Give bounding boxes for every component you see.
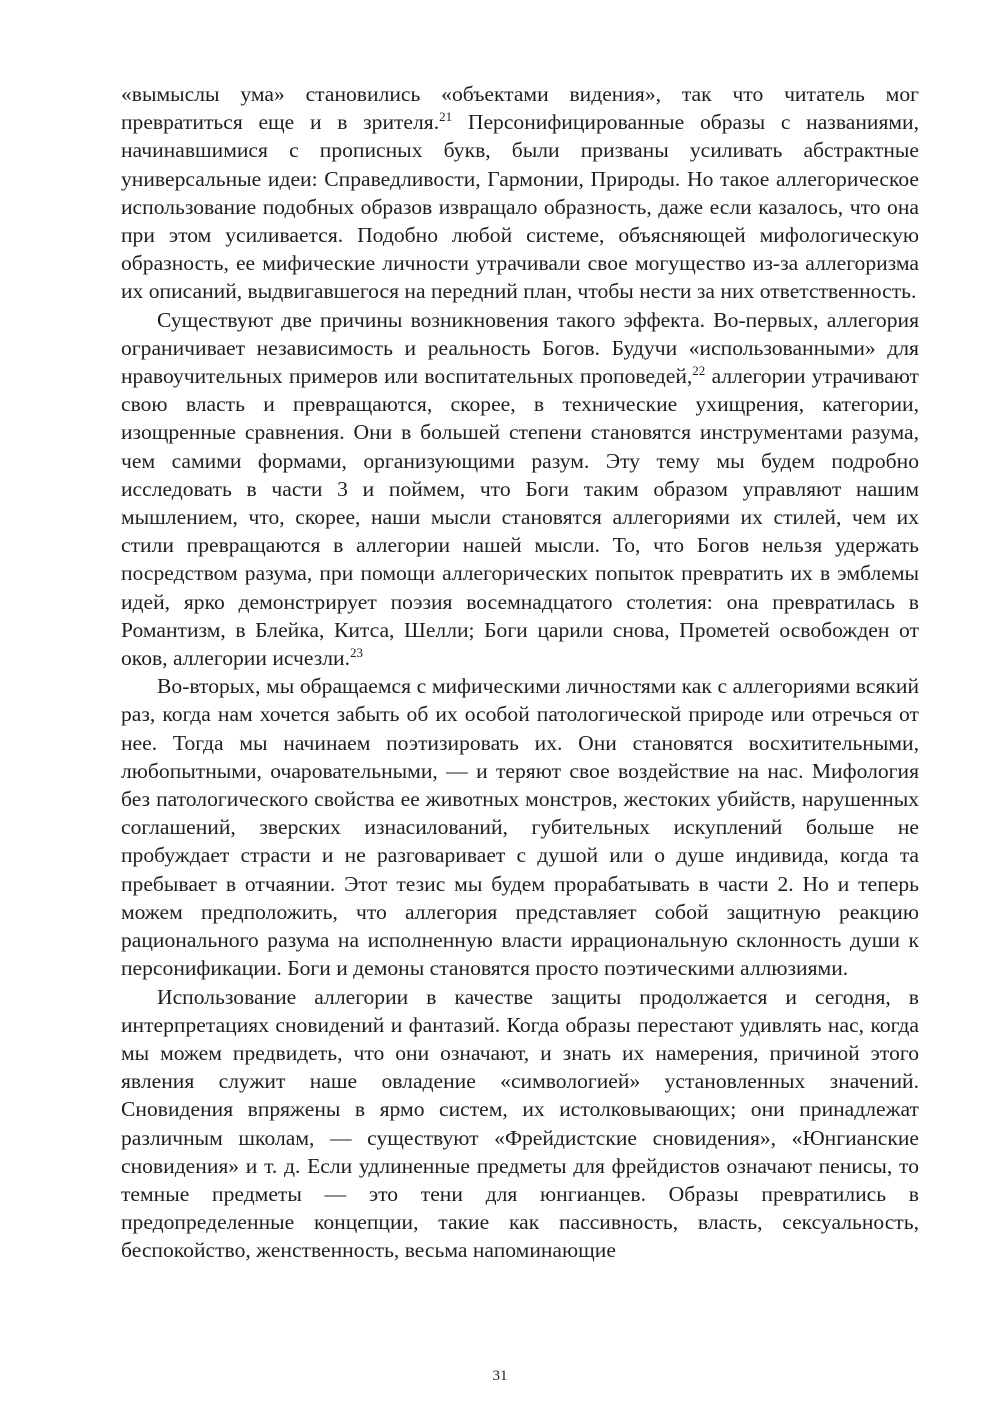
paragraph-4 — [121, 983, 919, 1265]
paragraph-text: Существуют две причины возникновения такого эффекта. Во-первых, аллегория ограничивает независимость и реальность Богов. Будучи «использованными» для нравоучительных примеров или воспитательных проповедей, — [121, 307, 919, 389]
paragraph-text: Использование аллегории в качестве защиты продолжается и сегодня, в интерпретациях сновидений и фантазий. Когда образы перестают удивлять нас, когда мы можем предвидеть, что они означают, и знать их намерения, причиной этого явления служит наше овладение «символогией» установленных значений. Сновидения впряжены в ярмо систем, их истолковывающих; они принадлежат различным школам, — существуют «Фрейдистские сновидения», «Юнгианские сновидения» и т. д. Если удлиненные предметы для фрейдистов означают пенисы, то темные предметы — это тени для юнгианцев. Образы превратились в предопределенные концепции, такие как пассивность, власть, сексуальность, беспокойство, женственность, весьма напоминающие — [121, 984, 919, 1263]
paragraph-3 — [121, 672, 919, 982]
footnote-ref-23[interactable]: 23 — [350, 644, 363, 660]
footnote-ref-22[interactable]: 22 — [692, 362, 706, 378]
paragraph-1 — [121, 80, 919, 306]
paragraph-text: «вымыслы ума» становились «объектами видения», так что читатель мог превратиться еще и в зрителя. — [121, 82, 919, 135]
paragraph-text: аллегории утрачивают свою власть и превращаются, скорее, в технические ухищрения, категории, изощренные сравнения. Они в большей степени становятся инструментами разума, чем самими формами, организующими разум. Эту тему мы будем подробно исследовать в части 3 и поймем, что Боги таким образом управляют нашим мышлением, что, скорее, наши мысли становятся аллегориями их стилей, чем их стили превращаются в аллегории нашей мысли. То, что Богов нельзя удержать посредством разума, при помощи аллегорических попыток превратить их в эмблемы идей, ярко демонстрирует поэзия восемнадцатого столетия: она превратилась в Романтизм, в Блейка, Китса, Шелли; Боги царили снова, Прометей освобожден от оков, аллегории исчезли. — [121, 364, 919, 671]
page-number: 31 — [492, 1368, 508, 1384]
footnote-ref-21[interactable]: 21 — [439, 109, 453, 125]
page-body — [121, 80, 919, 1265]
paragraph-2 — [121, 306, 919, 673]
paragraph-text: Во-вторых, мы обращаемся с мифическими личностями как с аллегориями всякий раз, когда нам хочется забыть об их особой патологической природе или отречься от нее. Тогда мы начинаем поэтизировать их. Они становятся восхитительными, любопытными, очаровательными, — и теряют свое воздействие на нас. Мифология без патологического свойства ее животных монстров, жестоких убийств, нарушенных соглашений, зверских изнасилований, губительных искуплений больше не пробуждает страсти и не разговаривает с душой или о душе индивида, когда та пребывает в отчаянии. Этот тезис мы будем прорабатывать в части 2. Но и теперь можем предположить, что аллегория представляет собой защитную реакцию рационального разума на исполненную власти иррациональную склонность души к персонификации. Боги и демоны становятся просто поэтическими аллюзиями. — [121, 674, 919, 981]
paragraph-text: Персонифицированные образы с названиями, начинавшимися с прописных букв, были призваны усиливать абстрактные универсальные идеи: Справедливости, Гармонии, Природы. Но такое аллегорическое использование подобных образов извращало образность, даже если казалось, что она при этом усиливается. Подобно любой системе, объясняющей мифологическую образность, ее мифические личности утрачивали свое могущество из-за аллегоризма их описаний, выдвигавшегося на передний план, чтобы нести за них ответственность. — [121, 110, 920, 304]
